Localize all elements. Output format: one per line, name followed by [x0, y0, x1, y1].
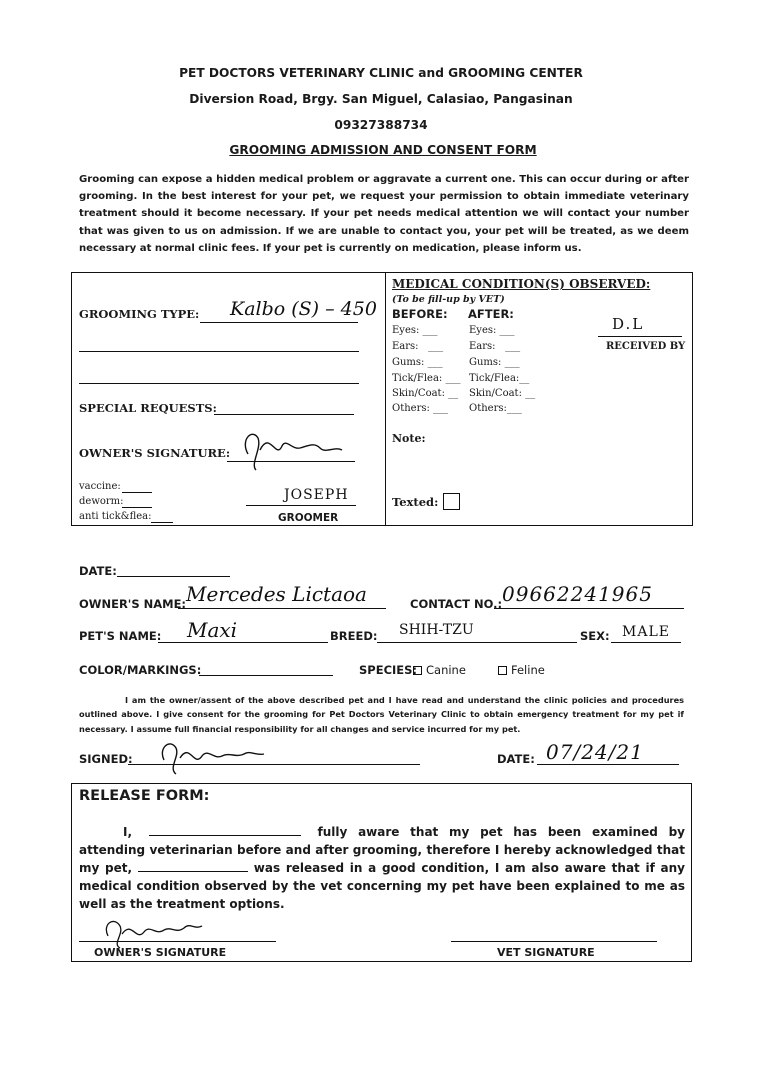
color-markings-label: COLOR/MARKINGS: — [79, 663, 202, 677]
vaccine-label: vaccine: — [79, 481, 121, 492]
owner-name-label: OWNER'S NAME: — [79, 597, 187, 611]
after-item: Skin/Coat: __ — [469, 388, 536, 399]
grooming-type-line — [200, 322, 358, 323]
received-by-label: RECEIVED BY — [606, 341, 686, 352]
groomer-line — [246, 505, 356, 506]
before-item: Eyes: ___ — [392, 325, 438, 336]
clinic-phone: 09327388734 — [334, 118, 428, 132]
signed-label: SIGNED: — [79, 752, 133, 766]
deworm-label: deworm: — [79, 496, 124, 507]
owner-signature-label: OWNER'S SIGNATURE: — [79, 446, 231, 460]
contact-line — [494, 608, 684, 609]
deworm-line — [122, 507, 152, 508]
owner-name-value[interactable]: Mercedes Lictaoa — [186, 582, 367, 606]
release-title: RELEASE FORM: — [79, 788, 210, 804]
after-item: Gums: ___ — [469, 357, 520, 368]
feline-checkbox[interactable] — [498, 666, 507, 675]
date-label: DATE: — [79, 564, 117, 578]
anti-tick-line — [151, 522, 173, 523]
release-vet-signature-label: VET SIGNATURE — [497, 946, 595, 959]
texted-label: Texted: — [392, 495, 439, 509]
special-requests-line — [214, 414, 354, 415]
after-item: Tick/Flea:__ — [469, 373, 530, 384]
pet-name-line — [158, 642, 328, 643]
contact-value[interactable]: 09662241965 — [502, 582, 653, 606]
before-item: Gums: ___ — [392, 357, 443, 368]
breed-value[interactable]: SHIH-TZU — [399, 622, 474, 638]
form-title: GROOMING ADMISSION AND CONSENT FORM — [229, 143, 537, 157]
clinic-address: Diversion Road, Brgy. San Miguel, Calasiao, Pangasinan — [189, 92, 573, 106]
medical-subtitle: (To be fill-up by VET) — [392, 294, 505, 305]
color-markings-line — [199, 675, 333, 676]
release-owner-line — [79, 941, 276, 942]
before-item: Skin/Coat: __ — [392, 388, 459, 399]
vaccine-line — [122, 492, 152, 493]
sex-label: SEX: — [580, 629, 610, 643]
texted-checkbox[interactable] — [443, 493, 460, 510]
note-label: Note: — [392, 432, 426, 445]
after-item: Others:___ — [469, 403, 522, 414]
breed-label: BREED: — [330, 629, 378, 643]
signed-date-line — [537, 764, 679, 765]
sex-value[interactable]: MALE — [622, 624, 670, 640]
canine-checkbox[interactable] — [413, 666, 422, 675]
consent-paragraph: I am the owner/assent of the above described pet and I have read and understand the clinic policies and procedures outlined above. I give consent for the grooming for Pet Doctors Veterinary Clinic to obtain emergency treatment for my pet if necessary. I assume full financial responsibility for all changes and service incurred for my pet. — [79, 695, 684, 734]
before-item: Ears: ___ — [392, 341, 444, 352]
pet-name-value[interactable]: Maxi — [187, 618, 238, 642]
contact-label: CONTACT NO.: — [410, 597, 503, 611]
pet-name-label: PET'S NAME: — [79, 629, 162, 643]
species-option-feline[interactable]: Feline — [498, 663, 545, 677]
after-label: AFTER: — [468, 307, 514, 321]
received-by-value: D.L — [612, 315, 645, 333]
species-option-canine[interactable]: Canine — [413, 663, 466, 677]
before-item: Others: ___ — [392, 403, 449, 414]
received-by-line — [598, 336, 682, 337]
after-item: Eyes: ___ — [469, 325, 515, 336]
grooming-type-value[interactable]: Kalbo (S) – 450 — [230, 298, 377, 320]
signed-date-label: DATE: — [497, 752, 535, 766]
intro-paragraph: Grooming can expose a hidden medical problem or aggravate a current one. This can occur during or after grooming. In the best interest for your pet, we request your permission to obtain immediate veterinary treatment should it become necessary. If your pet needs medical attention we will contact your number that was given to us on admission. If we are unable to contact you, your pet will be treated, as we deem necessary at normal clinic fees. If your pet is currently on medication, please inform us. — [79, 174, 689, 254]
groomer-label: GROOMER — [278, 512, 339, 524]
release-paragraph: I, fully aware that my pet has been examined by attending veterinarian before and after grooming, therefore I hereby acknowledged that my pet, was released in a good condition, I am also aware that if any medical condition observed by the vet concerning my pet have been explained to me as well as the treatment options. — [79, 825, 685, 911]
signed-scribble — [150, 734, 280, 784]
breed-line — [377, 642, 577, 643]
species-label: SPECIES: — [359, 663, 418, 677]
sex-line — [611, 642, 681, 643]
grooming-type-label: GROOMING TYPE: — [79, 307, 200, 321]
release-vet-line — [451, 941, 657, 942]
clinic-name: PET DOCTORS VETERINARY CLINIC and GROOMING CENTER — [179, 66, 583, 80]
special-requests-label: SPECIAL REQUESTS: — [79, 401, 217, 415]
signed-date-value[interactable]: 07/24/21 — [546, 740, 644, 764]
owner-name-line — [178, 608, 386, 609]
medical-title: MEDICAL CONDITION(S) OBSERVED: — [392, 277, 651, 291]
grooming-extra-line-1 — [79, 351, 359, 352]
after-item: Ears: ___ — [469, 341, 521, 352]
owner-signature-scribble — [230, 420, 350, 480]
anti-tick-label: anti tick&flea: — [79, 511, 152, 522]
date-line — [117, 576, 230, 577]
before-label: BEFORE: — [392, 307, 448, 321]
before-item: Tick/Flea: ___ — [392, 373, 461, 384]
grooming-extra-line-2 — [79, 383, 359, 384]
groomer-value: JOSEPH — [284, 487, 349, 503]
box-divider — [385, 272, 386, 526]
release-owner-signature-label: OWNER'S SIGNATURE — [94, 946, 227, 959]
